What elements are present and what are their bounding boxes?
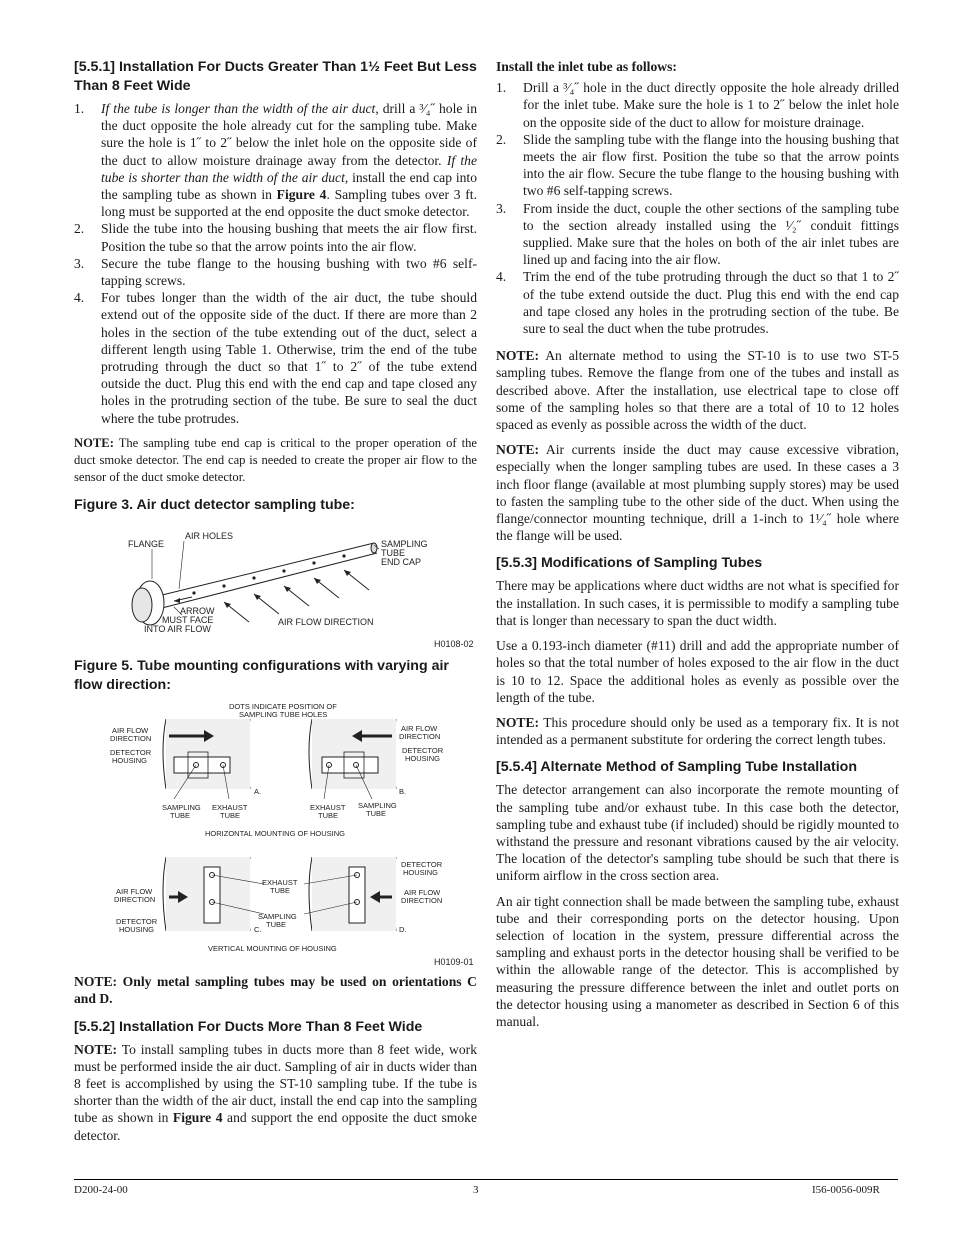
list-text: Slide the sampling tube with the flange into the housing bushing that meets the air flow first. Position the tube so that the arrow points into the air flow. Secure the tube flange to the housing bushing with two #6 self-tapping screws. (523, 131, 899, 199)
label-air-flow: AIR FLOW (116, 887, 153, 897)
list-item (74, 220, 477, 254)
label-detector: DETECTOR (116, 917, 158, 927)
list-number: 4. (74, 290, 85, 306)
label-end-cap: END CAP (381, 556, 422, 567)
list-text-italic: If the tube is longer than the width of the air duct (101, 101, 376, 116)
list-text: , drill a ³⁄₄˝ hole in the duct opposite the hole already cut for the sampling tube. Make sure the hole is 1˝ to 2˝ below the inlet hole on the opposite side of the duct to allow moisture drainage away from the detector. (101, 101, 477, 168)
left-column (74, 58, 477, 1152)
install-list (496, 79, 899, 337)
label-horizontal-mounting: HORIZONTAL MOUNTING OF HOUSING (205, 829, 345, 839)
figure-5-title: Figure 5. Tube mounting configurations with varying air flow direction: (74, 658, 449, 694)
label-detector: DETECTOR (110, 748, 152, 758)
label-dots-1: DOTS INDICATE POSITION OF (229, 702, 337, 712)
label-housing: HOUSING (119, 925, 155, 935)
label-tube: TUBE (270, 886, 291, 896)
list-item (496, 200, 899, 269)
tube-drawing (132, 541, 379, 625)
figure-5-mounting-configurations (74, 699, 477, 967)
label-must-face: MUST FACE (162, 614, 214, 625)
label-tube: TUBE (220, 811, 241, 821)
section-5-5-1-list (74, 100, 477, 427)
label-tube: TUBE (266, 920, 287, 930)
note-end-cap (74, 435, 477, 486)
label-direction: DIRECTION (110, 734, 152, 744)
label-tube: TUBE (170, 811, 191, 821)
list-item (496, 79, 899, 131)
section-5-5-2-text (74, 1041, 477, 1144)
footer-doc-number: D200-24-00 (74, 1184, 128, 1196)
label-exhaust: EXHAUST (262, 878, 298, 888)
label-c: C. (254, 925, 262, 935)
list-text: For tubes longer than the width of the air duct, the tube should extend out of the opposite side of the duct. If there are more than 2 holes in the section of the tube extending out of the duct, select a different length using Table 1. Otherwise, trim the end of the tube protruding through the duct so that 1˝ to 2˝ of the tube extend outside the duct. Plug this end with the end cap and tape closed any holes in the protruding section of the tube. Be sure to seal the duct where the tube protrudes. (101, 290, 477, 426)
label-direction: DIRECTION (114, 895, 156, 905)
section-5-5-2-title: [5.5.2] Installation For Ducts More Than 8 Feet Wide (74, 1018, 423, 1035)
label-direction: DIRECTION (399, 732, 441, 742)
label-vertical-mounting: VERTICAL MOUNTING OF HOUSING (208, 944, 337, 954)
right-column (496, 58, 899, 1038)
section-5-5-3-p2: Use a 0.193-inch diameter (#11) drill and add the appropriate number of holes so that the total number of holes exposed to the air flow in the duct is 10 to 12. Space the additional holes as evenly as possible over the length of the tube. (496, 638, 899, 705)
note-text: To install sampling tubes in ducts more than 8 feet wide, work must be performed inside the air duct. Sampling of air in ducts wider than 8 feet is accomplished by using the ST-10 sampling tube. If the tube is shorter than the width of the air duct, install the end cap into the sampling tube as shown in (74, 1041, 477, 1126)
diagram-a (163, 719, 250, 799)
label-sampling: SAMPLING (381, 538, 428, 549)
note-label: NOTE: (496, 442, 540, 458)
figure-3-sampling-tube (74, 519, 477, 649)
label-tube: TUBE (381, 547, 406, 558)
note-text: Air currents inside the duct may cause excessive vibration, especially when the longer sampling tubes are used. In these cases a 3 inch floor flange (available at most plumbing supply stores) may be used to fasten the sampling tube to the other side of the duct. When using the flange/connector mounting technique, drill a 1-inch to 1¹⁄₄˝ hole where the flange will be used. (496, 442, 899, 544)
diagram-c (163, 857, 264, 931)
label-d: D. (399, 925, 407, 935)
list-text: , install the end cap into the sampling tube as shown in (101, 169, 477, 203)
note-label: NOTE: (496, 348, 540, 364)
note-text: and support the end opposite the duct smoke detector. (74, 1110, 477, 1143)
list-item (74, 289, 477, 427)
diagram-b (309, 719, 396, 799)
list-text: Slide the tube into the housing bushing that meets the air flow first. Position the tube so that the arrow points into the air flow. (101, 221, 477, 254)
label-tube: TUBE (318, 811, 339, 821)
label-air-flow: AIR FLOW (401, 724, 438, 734)
list-item (496, 131, 899, 200)
list-text: Secure the tube flange to the housing bushing with two #6 self-tapping screws. (101, 255, 477, 289)
figure-code: H0108-02 (434, 638, 474, 649)
label-exhaust: EXHAUST (212, 803, 248, 813)
install-heading: Install the inlet tube as follows: (496, 59, 677, 74)
figure-3-title: Figure 3. Air duct detector sampling tube: (74, 496, 355, 513)
footer-page-number: 3 (473, 1184, 479, 1196)
note-text: An alternate method to using the ST-10 is to use two ST-5 sampling tubes. Remove the flange from one of the tubes and install as described above. After the installation, use electrical tape to close off some of the sampling holes so that there are a total of 10 to 12 holes spaced as evenly as possible across the width of the duct. (496, 348, 899, 433)
label-air-flow: AIR FLOW (404, 888, 441, 898)
list-number: 2. (496, 131, 507, 147)
figure-ref: Figure 4 (172, 1110, 223, 1126)
list-number: 3. (496, 200, 507, 216)
note-alternate-method (496, 347, 899, 433)
section-5-5-1-title: [5.5.1] Installation For Ducts Greater Than 1½ Feet But Less Than 8 Feet Wide (74, 59, 477, 94)
figure-code: H0109-01 (434, 957, 474, 968)
label-dots-2: SAMPLING TUBE HOLES (239, 710, 328, 720)
label-air-flow: AIR FLOW (112, 726, 149, 736)
label-sampling: SAMPLING (358, 801, 397, 811)
note-vibration (496, 441, 899, 544)
footer-rule (74, 1179, 898, 1180)
list-item (74, 100, 477, 220)
footer-part-number: I56-0056-009R (812, 1184, 880, 1196)
section-5-5-3-title: [5.5.3] Modifications of Sampling Tubes (496, 555, 763, 572)
label-housing: HOUSING (405, 754, 441, 764)
section-5-5-4-p2: An air tight connection shall be made between the sampling tube, exhaust tube and their corresponding ports on the detector housing. Upon selection of location in the system, pressure differential across the sampling and exhaust ports in the detector housing shall be verified to be within the allowable range of the detector. This is accomplished by measuring the pressure difference between the inlet and outlet ports on the detector housing using a manometer as described in Section 6 of this manual. (496, 893, 899, 1029)
section-5-5-4-title: [5.5.4] Alternate Method of Sampling Tube Installation (496, 759, 858, 776)
note-metal-tubes: NOTE: Only metal sampling tubes may be used on orientations C and D. (74, 974, 477, 1007)
diagram-d (304, 857, 396, 931)
list-text-italic: If the tube is shorter than the width of the air duct (101, 152, 477, 185)
list-number: 2. (74, 221, 85, 237)
list-number: 1. (496, 80, 507, 96)
note-temporary-fix (496, 714, 899, 748)
note-text: This procedure should only be used as a temporary fix. It is not intended as a permanent substitute for ordering the correct length tubes. (496, 714, 899, 748)
list-number: 4. (496, 269, 507, 285)
label-direction: DIRECTION (401, 896, 443, 906)
list-item (74, 255, 477, 289)
section-5-5-3-p1: There may be applications where duct widths are not what is specified for the installation. In such cases, it is permissible to modify a sampling tube that is longer than necessary to span the duct width. (496, 578, 899, 628)
label-exhaust: EXHAUST (310, 803, 346, 813)
label-arrow: ARROW (180, 605, 215, 616)
label-into-air-flow: INTO AIR FLOW (144, 623, 211, 634)
note-text: The sampling tube end cap is critical to the proper operation of the duct smoke detector. The end cap is needed to create the proper air flow to the sensor of the duct smoke detector. (74, 435, 477, 484)
list-text: From inside the duct, couple the other sections of the sampling tube to the section already installed using the ¹⁄₂˝ conduit fittings supplied. Make sure that the holes on both of the air inlet tubes are lined up and facing into the air flow. (523, 200, 899, 268)
figure-ref: Figure 4 (276, 187, 327, 203)
label-a: A. (254, 787, 262, 797)
list-text: . Sampling tubes over 3 ft. long must be supported at the end opposite the duct smoke detector. (101, 187, 477, 220)
list-number: 3. (74, 255, 85, 271)
label-housing: HOUSING (403, 868, 439, 878)
section-5-5-4-p1: The detector arrangement can also incorporate the remote mounting of the sampling tube and/or exhaust tube. In this case both the detector, sampling tube and exhaust tube (if included) should be rigidly mounted to withstand the pressure and resonant vibrations caused by the air velocity. The location of the detector's sampling tube should be such that there is uniform airflow in the cross section area. (496, 782, 899, 884)
list-number: 1. (74, 101, 85, 116)
label-air-holes: AIR HOLES (185, 530, 234, 541)
label-sampling: SAMPLING (258, 912, 297, 922)
list-text: Trim the end of the tube protruding through the duct so that 1 to 2˝ of the tube extend outside the duct. Plug this end with the end cap and tape closed any holes in the protruding section of the tube. Be sure to seal the duct when the tube protrudes. (523, 269, 899, 337)
list-text: Drill a ³⁄₄˝ hole in the duct directly opposite the hole already drilled for the inlet tube. Make sure the hole is 1 to 2˝ below the inlet hole on the opposite side of the duct to allow for moisture drainage. (523, 80, 899, 130)
label-b: B. (399, 787, 407, 797)
label-tube: TUBE (366, 809, 387, 819)
note-label: NOTE: (74, 1041, 118, 1057)
note-label: NOTE: (496, 714, 540, 730)
label-housing: HOUSING (112, 756, 148, 766)
label-flange: FLANGE (128, 538, 165, 549)
label-detector: DETECTOR (402, 746, 444, 756)
label-sampling: SAMPLING (162, 803, 201, 813)
label-air-flow-direction: AIR FLOW DIRECTION (278, 616, 374, 627)
note-label: NOTE: (74, 435, 114, 450)
label-detector: DETECTOR (401, 860, 443, 870)
list-item (496, 268, 899, 337)
